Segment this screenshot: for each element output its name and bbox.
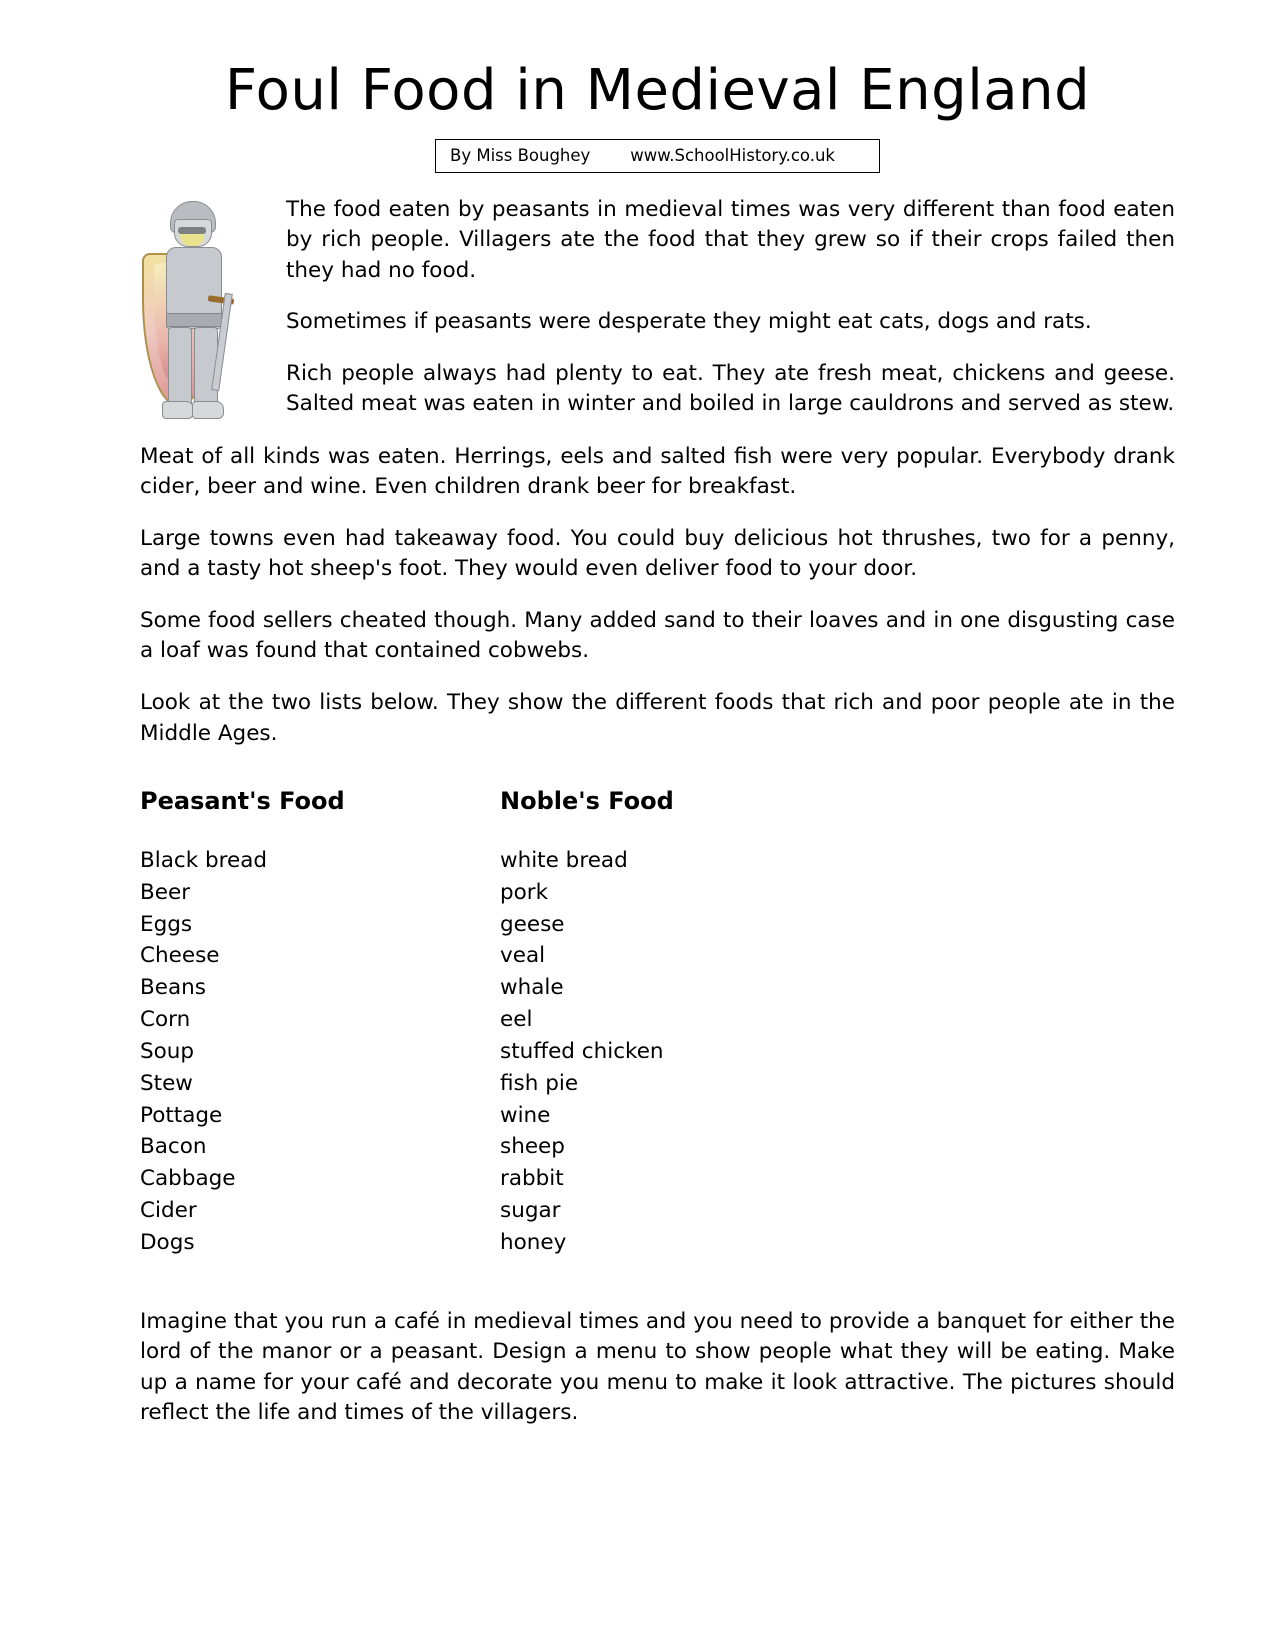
list-item: Corn [140,1007,191,1033]
list-item: Soup [140,1038,195,1064]
knight-illustration [140,201,268,436]
list-item: eel [500,1007,533,1033]
knight-belt [166,313,222,327]
paragraph: Meat of all kinds was eaten. Herrings, eels and salted fish were very popular. Everybody drank cider, beer and wine. Even children drank beer for breakfast. [140,443,1175,500]
page-title: Foul Food in Medieval England [224,58,1091,123]
list-item: white bread [500,848,628,874]
list-item: honey [500,1229,567,1255]
intro-section [140,195,1175,420]
list-item: Stew [140,1070,193,1096]
list-item: Cabbage [140,1166,236,1192]
website-text: www.SchoolHistory.co.uk [630,145,835,165]
list-item: pork [500,879,549,905]
paragraph: The food eaten by peasants in medieval times was very different than food eaten by rich people. Villagers ate the food that they grew so if their crops failed then they had no food. [286,196,1175,283]
list-item: Cheese [140,943,220,969]
peasant-food-column [140,787,500,1259]
knight-boot-left [162,401,194,419]
list-item: Beans [140,975,206,1001]
noble-food-heading: Noble's Food [500,787,674,816]
knight-visor-slit [178,227,206,234]
list-item: Pottage [140,1102,223,1128]
knight-boot-right [192,401,224,419]
noble-food-column [500,787,860,1259]
list-item: Cider [140,1197,197,1223]
list-item: Beer [140,879,191,905]
paragraph: Large towns even had takeaway food. You could buy delicious hot thrushes, two for a penny, and a tasty hot sheep's foot. They would even deliver food to your door. [140,525,1175,582]
closing-task-paragraph: Imagine that you run a café in medieval times and you need to provide a banquet for either the lord of the manor or a peasant. Design a menu to show people what they will be eating. Make up a name for your café and decorate you menu to make it look attractive. The pictures should reflect the life and times of the villagers. [140,1308,1175,1426]
paragraph: Rich people always had plenty to eat. They ate fresh meat, chickens and geese. Salted meat was eaten in winter and boiled in large cauldrons and served as stew. [286,360,1175,417]
knight-leg-left [168,327,192,407]
peasant-food-heading: Peasant's Food [140,787,345,816]
list-item: geese [500,911,565,937]
list-item: rabbit [500,1166,564,1192]
byline-box [435,139,880,173]
list-item: veal [500,943,546,969]
list-item: fish pie [500,1070,579,1096]
list-item: sheep [500,1134,565,1160]
author-text: By Miss Boughey [450,145,591,165]
paragraph: Look at the two lists below. They show the different foods that rich and poor people ate in the Middle Ages. [140,689,1175,746]
list-item: Dogs [140,1229,195,1255]
list-item: stuffed chicken [500,1038,664,1064]
list-item: wine [500,1102,551,1128]
list-item: sugar [500,1197,561,1223]
list-item: Bacon [140,1134,207,1160]
list-item: Eggs [140,911,193,937]
main-text [140,442,1175,749]
list-item: Black bread [140,848,268,874]
list-item: whale [500,975,564,1001]
food-lists [140,787,1175,1259]
paragraph: Sometimes if peasants were desperate they might eat cats, dogs and rats. [286,309,1092,335]
paragraph: Some food sellers cheated though. Many added sand to their loaves and in one disgusting case a loaf was found that contained cobwebs. [140,607,1175,664]
